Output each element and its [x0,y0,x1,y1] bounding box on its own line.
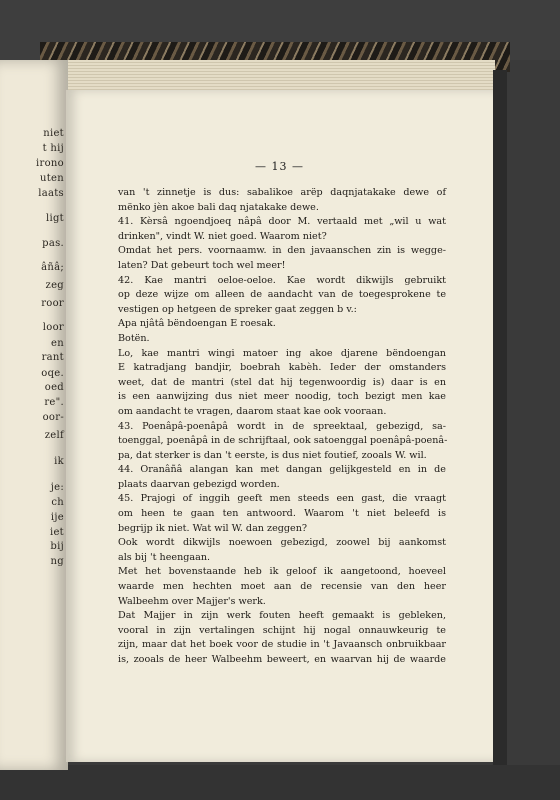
text-line: 44. Oranâñâ alangan kan met dangan gelijkgesteld en in de [118,464,446,476]
text-line: op deze wijze om alleen de aandacht van de toegesprokene te [118,289,446,301]
text-line: begrijp ik niet. Wat wil W. dan zeggen? [118,522,308,534]
text-line: zijn, maar dat het boek voor de studie in 't Javaansch onbruikbaar [118,639,446,651]
text-line: Lo, kae mantri wingi matoer ing akoe djarene bëndoengan [118,347,446,359]
text-line: 45. Prajogi of inggih geeft men steeds een gast, die vraagt [118,493,446,505]
text-line: is een aanwijzing dus niet meer noodig, toch bezigt men kae [118,391,446,403]
text-line: om aandacht te vragen, daarom staat kae ook vooraan. [118,405,387,417]
text-line: vestigen op hetgeen de spreker gaat zeggen b v.: [118,303,357,315]
left-page-fragment: uten [39,173,64,184]
left-page-fragment: roor [41,298,64,309]
left-page-fragment: oor- [42,412,64,423]
text-line: Apa njâtâ bëndoengan E roesak. [118,318,276,330]
text-line: om heen te gaan ten antwoord. Waarom 't niet beleefd is [118,508,446,520]
text-line: mënko jèn akoe bali daq njatakake dewe. [118,201,319,213]
left-page-fragment: zeg [45,280,64,291]
text-line: Omdat het pers. voornaamw. in den javaanschen zin is wegge- [118,245,446,257]
body-text [118,186,446,668]
book-cover-edge [493,70,507,770]
text-line: E katradjang bandjir, boebrah kabèh. Ieder der omstanders [118,362,446,374]
left-page-fragment: loor [42,322,64,333]
left-page-fragment: ch [51,497,64,508]
left-page-fragment: zelf [44,430,64,441]
text-line: vooral in zijn vertalingen schijnt hij nogal onnauwkeurig te [118,624,446,636]
text-line: Ook wordt dikwijls noewoen gebezigd, zoowel bij aankomst [118,537,446,549]
scan-background-bottom [0,765,560,800]
text-line: van 't zinnetje is dus: sabalikoe arëp daqnjatakake dewe of [118,187,446,198]
text-line: Botën. [118,332,150,344]
left-page-fragment: je: [50,482,64,493]
page-number: — 13 — [255,160,304,173]
text-line: laten? Dat gebeurt toch wel meer! [118,259,286,271]
text-line: 41. Kèrsâ ngoendjoeq nâpâ door M. vertaald met „wil u wat [118,216,446,228]
text-line: 43. Poenâpâ-poenâpâ wordt in de spreektaal, gebezigd, sa- [118,420,446,432]
left-page-fragment: laats [38,188,64,199]
text-line: weet, dat de mantri (stel dat hij tegenwoordig is) daar is en [118,376,446,388]
left-page-fragment: ik [54,456,64,467]
left-page-fragment: oed [44,382,64,393]
right-page [66,90,493,762]
left-page-fragment: t hij [42,143,64,154]
left-page-fragment: oqe. [41,368,64,379]
left-page-fragment: re". [44,397,64,408]
left-page-fragment: ije [50,512,64,523]
left-page-fragment: niet [43,128,64,139]
left-page-fragment: irono [36,158,64,169]
text-line: plaats daarvan gebezigd worden. [118,478,280,490]
left-page-fragment: âñâ; [41,262,64,273]
left-page-fragment: ligt [45,213,64,224]
left-page-fragment: iet [49,527,64,538]
left-page-fragment: bij [50,541,64,552]
left-page-fragment: ng [50,556,64,567]
text-line: toenggal, poenâpâ in de schrijftaal, ook satoenggal poenâpâ-poenâ- [118,435,448,447]
text-line: 42. Kae mantri oeloe-oeloe. Kae wordt dikwijls gebruikt [118,274,446,286]
left-page-fragment: pas. [42,238,64,249]
text-line: Met het bovenstaande heb ik geloof ik aangetoond, hoeveel [118,566,446,578]
text-line: Dat Majjer in zijn werk fouten heeft gemaakt is gebleken, [118,610,446,622]
text-line: is, zooals de heer Walbeehm beweert, en waarvan hij de waarde [118,654,446,665]
left-page-fragment: en [51,338,64,349]
left-page [0,60,68,770]
left-page-fragment: rant [41,352,64,363]
text-line: drinken", vindt W. niet goed. Waarom niet? [118,230,327,242]
text-line: pa, dat sterker is dan 't eerste, is dus niet foutief, zooals W. wil. [118,449,427,461]
text-line: waarde men hechten moet aan de recensie van den heer [118,581,446,593]
text-line: Walbeehm over Majjer's werk. [118,595,266,607]
text-line: als bij 't heengaan. [118,551,211,563]
